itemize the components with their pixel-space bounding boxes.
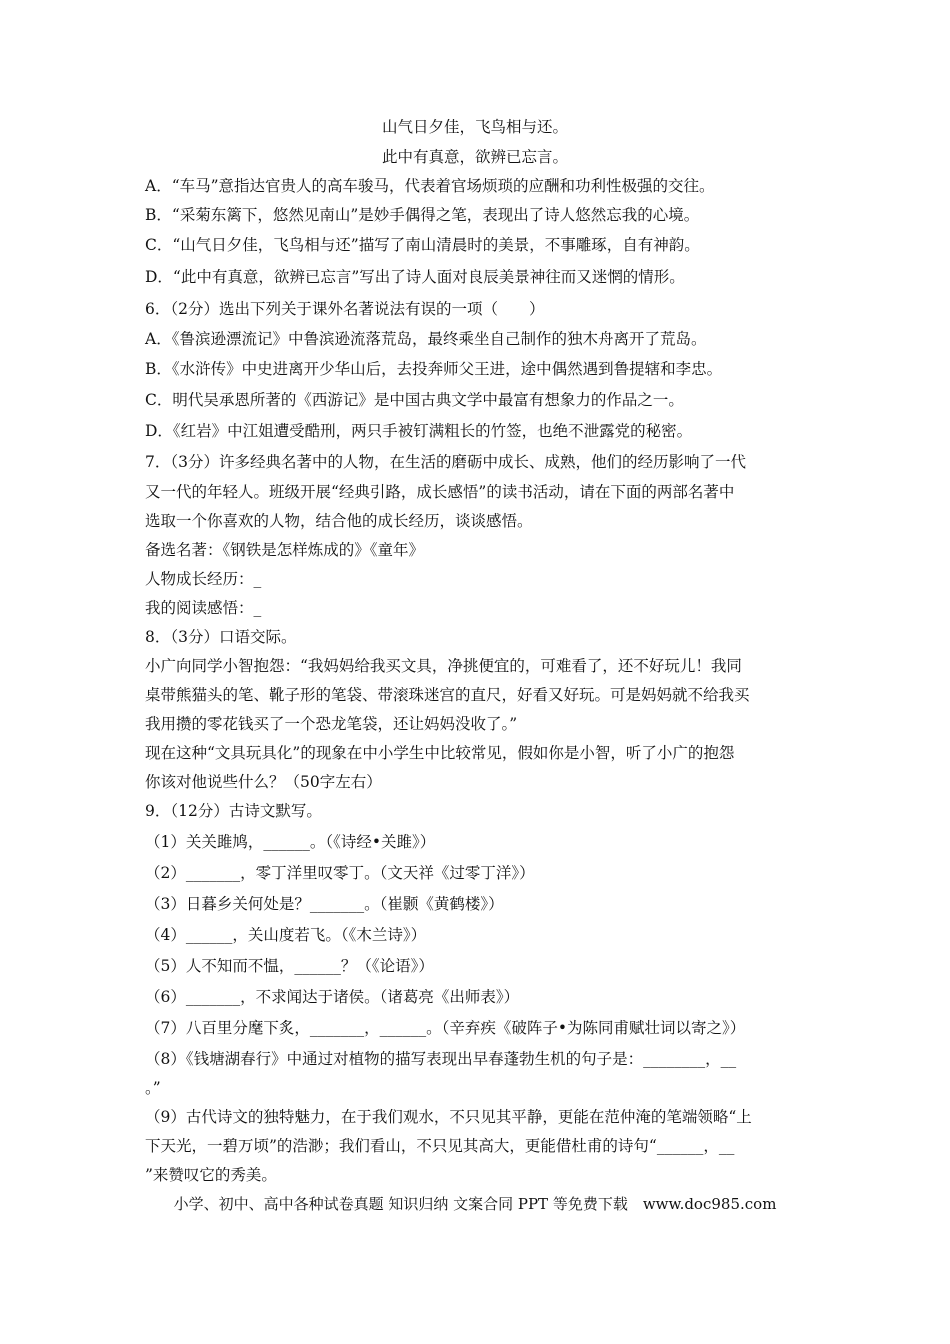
q9-item-9-line-1: （9）古代诗文的独特魅力，在于我们观水，不只见其平静，更能在范仲淹的笔端领略“上 [145,1108,752,1126]
q6-option-d: D．《红岩》中江姐遭受酷刑，两只手被钉满粗长的竹签，也绝不泄露党的秘密。 [145,422,693,440]
q9-item-1: （1）关关雎鸠，______。（《诗经•关雎》） [145,833,436,851]
q8-line-4: 我用攒的零花钱买了一个恐龙笔袋，还让妈妈没收了。” [145,715,518,733]
q5-option-a: A．“车马”意指达官贵人的高车骏马，代表着官场烦琐的应酬和功利性极强的交往。 [145,177,715,195]
q7-reflection-blank: 我的阅读感悟：_ [145,599,262,617]
q9-item-4: （4）______，关山度若飞。（《木兰诗》） [145,926,427,944]
q6-option-a: A．《鲁滨逊漂流记》中鲁滨逊流落荒岛，最终乘坐自己制作的独木舟离开了荒岛。 [145,330,707,348]
q9-item-8-end: 。” [145,1079,161,1097]
q7-line-3: 选取一个你喜欢的人物，结合他的成长经历，谈谈感悟。 [145,512,533,530]
q9-stem: 9．（12分）古诗文默写。 [145,802,322,820]
q8-stem: 8．（3分）口语交际。 [145,628,297,646]
q9-item-3: （3）日暮乡关何处是？_______。（崔颢《黄鹤楼》） [145,895,504,913]
q5-option-b: B．“采菊东篱下，悠然见南山”是妙手偶得之笔，表现出了诗人悠然忘我的心境。 [145,206,700,224]
q6-option-c: C．明代吴承恩所著的《西游记》是中国古典文学中最富有想象力的作品之一。 [145,391,684,409]
q9-item-9-line-2: 下天光，一碧万顷”的浩渺；我们看山，不只见其高大，更能借杜甫的诗句“______，__ [145,1137,735,1155]
q7-reading-list: 备选名著：《钢铁是怎样炼成的》《童年》 [145,541,425,559]
q7-line-2: 又一代的年轻人。班级开展“经典引路，成长感悟”的读书活动，请在下面的两部名著中 [145,483,735,501]
q6-option-b: B．《水浒传》中史进离开少华山后，去投奔师父王进，途中偶然遇到鲁提辖和李忠。 [145,360,723,378]
q9-item-2: （2）_______，零丁洋里叹零丁。（文天祥《过零丁洋》） [145,864,535,882]
footer-download-notice: 小学、初中、高中各种试卷真题 知识归纳 文案合同 PPT 等免费下载 www.doc985.com [173,1195,777,1213]
q8-line-6: 你该对他说些什么？（50字左右） [145,773,382,791]
q5-option-d: D．“此中有真意，欲辨已忘言”写出了诗人面对良辰美景神往而又迷惘的情形。 [145,268,685,286]
q8-line-5: 现在这种“文具玩具化”的现象在中小学生中比较常见，假如你是小智，听了小广的抱怨 [145,744,735,762]
poem-line-1: 山气日夕佳，飞鸟相与还。 [381,118,568,136]
q9-item-9-line-3: ”来赞叹它的秀美。 [145,1166,277,1184]
q8-line-3: 桌带熊猫头的笔、靴子形的笔袋、带滚珠迷宫的直尺，好看又好玩。可是妈妈就不给我买 [145,686,750,704]
q5-option-c: C．“山气日夕佳，飞鸟相与还”描写了南山清晨时的美景，不事雕琢，自有神韵。 [145,236,700,254]
poem-line-2: 此中有真意，欲辨已忘言。 [381,148,568,166]
q6-stem: 6．（2分）选出下列关于课外名著说法有误的一项（ ） [145,300,545,318]
q7-line-1: 7．（3分）许多经典名著中的人物，在生活的磨砺中成长、成熟，他们的经历影响了一代 [145,453,746,471]
q9-item-5: （5）人不知而不愠，______？（《论语》） [145,957,434,975]
q9-item-8: （8）《钱塘湖春行》中通过对植物的描写表现出早春蓬勃生机的句子是：________，__ [145,1050,737,1068]
q9-item-6: （6）_______，不求闻达于诸侯。（诸葛亮《出师表》） [145,988,520,1006]
q8-line-2: 小广向同学小智抱怨：“我妈妈给我买文具，净挑便宜的，可难看了，还不好玩儿！我同 [145,657,742,675]
q7-growth-blank: 人物成长经历：_ [145,570,262,588]
q9-item-7: （7）八百里分麾下炙，_______，______。（辛弃疾《破阵子•为陈同甫赋壮词以寄之》） [145,1019,746,1037]
